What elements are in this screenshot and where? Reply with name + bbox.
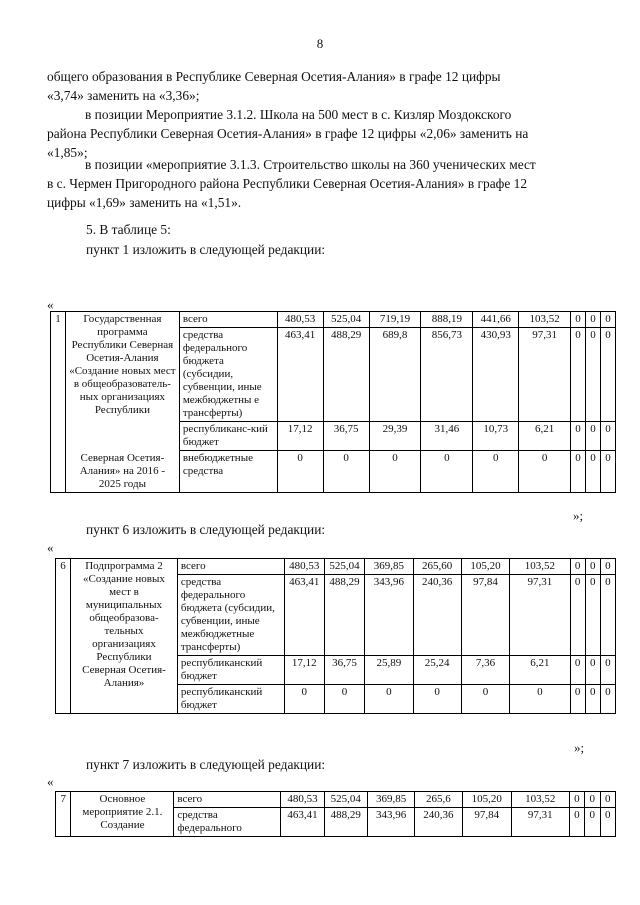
value-cell: 25,89	[365, 656, 413, 685]
value-cell: 105,20	[462, 792, 511, 808]
row-label: внебюджетные средства	[179, 451, 277, 493]
value-cell: 0	[365, 685, 413, 714]
value-cell: 105,20	[461, 559, 509, 575]
row-label: средства федерального бюджета (субсидии, субвенции, иные межбюджетные трансферты)	[177, 575, 284, 656]
value-cell: 343,96	[367, 808, 414, 837]
value-cell: 369,85	[365, 559, 413, 575]
value-cell: 17,12	[284, 656, 324, 685]
value-cell: 0	[277, 451, 323, 493]
value-cell: 7,36	[461, 656, 509, 685]
value-cell: 0	[600, 328, 615, 422]
value-cell: 103,52	[511, 792, 569, 808]
subprogram-name: Подпрограмма 2 «Создание новых мест в муниципальных общеобразова-тельных организациях Республики Северная Осетия-Алания»	[71, 559, 178, 714]
value-cell: 97,84	[461, 575, 509, 656]
value-cell: 0	[571, 312, 586, 328]
paragraph-2-line: «1,85»;	[47, 145, 88, 160]
value-cell: 0	[586, 328, 601, 422]
value-cell: 0	[323, 451, 369, 493]
row-index: 1	[51, 312, 66, 493]
value-cell: 265,60	[413, 559, 461, 575]
value-cell: 689,8	[369, 328, 421, 422]
quote-open-3: «	[47, 774, 54, 789]
value-cell: 0	[600, 656, 615, 685]
row-index: 7	[56, 792, 71, 837]
item7-heading: пункт 7 изложить в следующей редакции:	[86, 757, 326, 772]
quote-close-1: »;	[573, 508, 584, 523]
item1-heading: пункт 1 изложить в следующей редакции:	[86, 242, 326, 257]
paragraph-3-line: в позиции «мероприятие 3.1.3. Строительство школы на 360 ученических мест	[85, 157, 536, 172]
value-cell: 0	[284, 685, 324, 714]
row-label: республиканский бюджет	[177, 685, 284, 714]
table-row	[51, 312, 616, 328]
value-cell: 0	[571, 422, 586, 451]
value-cell: 29,39	[369, 422, 421, 451]
row-label: всего	[179, 312, 277, 328]
value-cell: 0	[586, 422, 601, 451]
value-cell: 103,52	[519, 312, 571, 328]
paragraph-2-line: в позиции Мероприятие 3.1.2. Школа на 500 мест в с. Кизляр Моздокского	[85, 107, 512, 122]
value-cell: 0	[569, 792, 584, 808]
value-cell: 10,73	[473, 422, 519, 451]
value-cell: 430,93	[473, 328, 519, 422]
value-cell: 0	[569, 808, 584, 837]
value-cell: 0	[600, 792, 616, 808]
paragraph-1-line: общего образования в Республике Северная Осетия-Алания» в графе 12 цифры	[47, 69, 501, 84]
value-cell: 0	[369, 451, 421, 493]
value-cell: 719,19	[369, 312, 421, 328]
value-cell: 0	[413, 685, 461, 714]
value-cell: 856,73	[421, 328, 473, 422]
value-cell: 0	[600, 808, 616, 837]
value-cell: 343,96	[365, 575, 413, 656]
value-cell: 103,52	[510, 559, 570, 575]
row-label: республиканс-кий бюджет	[179, 422, 277, 451]
row-label: всего	[174, 792, 281, 808]
value-cell: 0	[586, 451, 601, 493]
paragraph-1-line: «3,74» заменить на «3,36»;	[47, 88, 200, 103]
table-item-6	[55, 558, 616, 714]
value-cell: 0	[570, 685, 585, 714]
value-cell: 0	[510, 685, 570, 714]
quote-open-2: «	[47, 540, 54, 555]
value-cell: 97,31	[519, 328, 571, 422]
row-label: республиканский бюджет	[177, 656, 284, 685]
table-row	[56, 792, 616, 808]
value-cell: 525,04	[324, 559, 364, 575]
value-cell: 240,36	[415, 808, 462, 837]
value-cell: 0	[585, 792, 600, 808]
value-cell: 463,41	[281, 808, 324, 837]
paragraph-3	[47, 155, 587, 212]
value-cell: 488,29	[324, 808, 367, 837]
value-cell: 525,04	[324, 792, 367, 808]
value-cell: 463,41	[284, 575, 324, 656]
page-number: 8	[316, 36, 324, 51]
value-cell: 463,41	[277, 328, 323, 422]
program-name-continued: Северная Осетия-Алания» на 2016 - 2025 годы	[65, 451, 179, 493]
value-cell: 480,53	[281, 792, 324, 808]
value-cell: 0	[586, 312, 601, 328]
value-cell: 0	[585, 575, 600, 656]
value-cell: 888,19	[421, 312, 473, 328]
value-cell: 0	[473, 451, 519, 493]
value-cell: 36,75	[323, 422, 369, 451]
value-cell: 97,84	[462, 808, 511, 837]
value-cell: 0	[585, 808, 600, 837]
row-label: всего	[177, 559, 284, 575]
table-row	[51, 451, 616, 493]
activity-name: Основное мероприятие 2.1. Создание	[71, 792, 174, 837]
value-cell: 0	[570, 559, 585, 575]
value-cell: 6,21	[519, 422, 571, 451]
value-cell: 488,29	[323, 328, 369, 422]
value-cell: 0	[571, 451, 586, 493]
value-cell: 0	[570, 656, 585, 685]
value-cell: 36,75	[324, 656, 364, 685]
value-cell: 0	[421, 451, 473, 493]
value-cell: 0	[571, 328, 586, 422]
value-cell: 0	[600, 685, 615, 714]
value-cell: 265,6	[415, 792, 462, 808]
table-item-7	[55, 791, 616, 837]
row-index: 6	[56, 559, 71, 714]
value-cell: 240,36	[413, 575, 461, 656]
value-cell: 0	[600, 312, 615, 328]
value-cell: 480,53	[277, 312, 323, 328]
table-row	[56, 559, 616, 575]
value-cell: 0	[519, 451, 571, 493]
value-cell: 0	[585, 656, 600, 685]
value-cell: 25,24	[413, 656, 461, 685]
paragraph-2	[47, 105, 587, 162]
value-cell: 0	[585, 685, 600, 714]
value-cell: 17,12	[277, 422, 323, 451]
value-cell: 0	[570, 575, 585, 656]
paragraph-2-line: района Республики Северная Осетия-Алания» в графе 12 цифры «2,06» заменить на	[47, 126, 529, 141]
value-cell: 97,31	[510, 575, 570, 656]
value-cell: 369,85	[367, 792, 414, 808]
row-label: средства федерального	[174, 808, 281, 837]
value-cell: 6,21	[510, 656, 570, 685]
value-cell: 0	[324, 685, 364, 714]
quote-open-1: «	[47, 297, 54, 312]
quote-close-2: »;	[574, 740, 585, 755]
value-cell: 488,29	[324, 575, 364, 656]
item6-heading: пункт 6 изложить в следующей редакции:	[86, 522, 326, 537]
paragraph-1	[47, 67, 587, 105]
row-label: средства федерального бюджета (субсидии, субвенции, иные межбюджетны е трансферты)	[179, 328, 277, 422]
paragraph-3-line: цифры «1,69» заменить на «1,51».	[47, 195, 242, 210]
table-item-1	[50, 311, 616, 493]
value-cell: 0	[461, 685, 509, 714]
value-cell: 480,53	[284, 559, 324, 575]
value-cell: 0	[600, 559, 615, 575]
value-cell: 441,66	[473, 312, 519, 328]
value-cell: 525,04	[323, 312, 369, 328]
value-cell: 0	[600, 451, 615, 493]
value-cell: 0	[585, 559, 600, 575]
value-cell: 0	[600, 422, 615, 451]
value-cell: 97,31	[511, 808, 569, 837]
paragraph-3-line: в с. Чермен Пригородного района Республики Северная Осетия-Алания» в графе 12	[47, 176, 528, 191]
program-name: Государственная программа Республики Северная Осетия-Алания «Создание новых мест в общеобразователь-ных организациях Республики	[65, 312, 179, 451]
value-cell: 0	[600, 575, 615, 656]
value-cell: 31,46	[421, 422, 473, 451]
section-heading: 5. В таблице 5:	[86, 222, 171, 237]
